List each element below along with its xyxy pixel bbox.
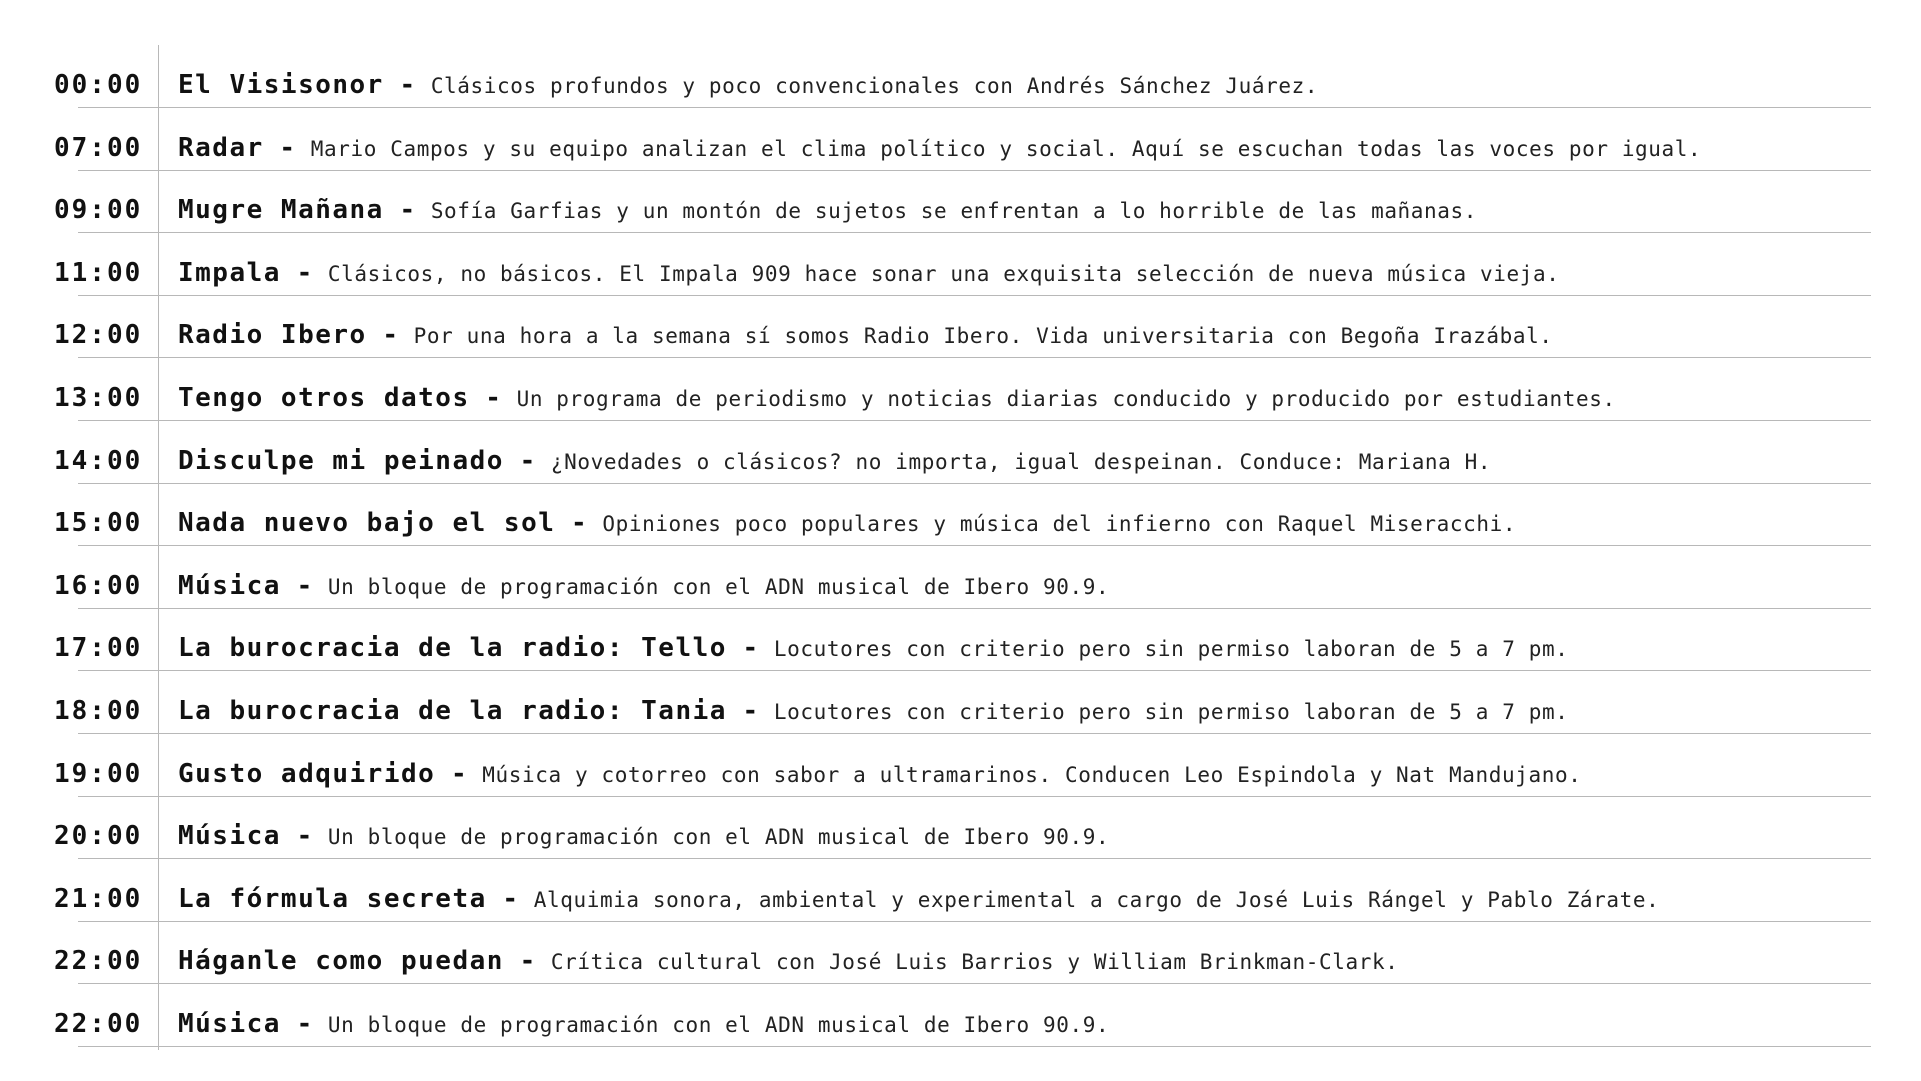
schedule-row xyxy=(0,234,1921,296)
program-entry xyxy=(178,320,1553,351)
schedule-row xyxy=(0,46,1921,108)
title-separator: - xyxy=(726,633,774,664)
title-separator: - xyxy=(280,257,328,288)
schedule-row xyxy=(0,735,1921,797)
program-description: Mario Campos y su equipo analizan el clima político y social. Aquí se escuchan todas las voces por igual. xyxy=(310,136,1702,161)
program-time: 00:00 xyxy=(54,70,143,100)
program-entry xyxy=(178,445,1492,476)
title-separator: - xyxy=(280,1009,328,1039)
program-description: Opiniones poco populares y música del infierno con Raquel Miseracchi. xyxy=(602,512,1517,537)
program-time: 20:00 xyxy=(54,821,143,852)
program-time: 07:00 xyxy=(54,132,143,163)
schedule-row xyxy=(0,171,1921,233)
program-time: 22:00 xyxy=(54,946,143,977)
program-description: Un bloque de programación con el ADN musical de Ibero 90.9. xyxy=(327,825,1110,850)
program-entry xyxy=(178,883,1660,914)
title-separator: - xyxy=(280,821,328,852)
program-description: Un bloque de programación con el ADN musical de Ibero 90.9. xyxy=(327,1013,1110,1037)
program-title: Música xyxy=(178,1009,281,1039)
title-separator: - xyxy=(503,946,551,977)
schedule-row xyxy=(0,296,1921,358)
program-description: Locutores con criterio pero sin permiso laboran de 5 a 7 pm. xyxy=(773,637,1569,662)
schedule-row xyxy=(0,422,1921,484)
program-time: 14:00 xyxy=(54,445,143,476)
program-title: La burocracia de la radio: Tania xyxy=(178,696,727,726)
program-entry xyxy=(178,132,1702,163)
program-title: Tengo otros datos xyxy=(178,383,470,413)
title-separator: - xyxy=(726,696,774,726)
schedule-row xyxy=(0,359,1921,421)
program-entry xyxy=(178,195,1478,226)
schedule-row xyxy=(0,985,1921,1047)
schedule-row xyxy=(0,109,1921,171)
schedule-row xyxy=(0,672,1921,734)
program-entry xyxy=(178,946,1399,977)
schedule-row xyxy=(0,922,1921,984)
title-separator: - xyxy=(383,195,431,226)
program-time: 13:00 xyxy=(54,383,143,413)
program-time: 18:00 xyxy=(54,696,143,726)
program-description: Un bloque de programación con el ADN musical de Ibero 90.9. xyxy=(327,574,1110,599)
program-title: Música xyxy=(178,821,281,852)
program-time: 22:00 xyxy=(54,1009,143,1039)
program-time: 17:00 xyxy=(54,633,143,664)
program-entry xyxy=(178,257,1560,288)
program-description: Clásicos profundos y poco convencionales con Andrés Sánchez Juárez. xyxy=(430,74,1319,98)
row-divider xyxy=(78,1046,1871,1047)
program-title: Nada nuevo bajo el sol xyxy=(178,508,556,539)
program-description: Alquimia sonora, ambiental y experimental a cargo de José Luis Rángel y Pablo Zárate. xyxy=(533,887,1660,912)
program-entry xyxy=(178,570,1110,601)
program-description: Clásicos, no básicos. El Impala 909 hace sonar una exquisita selección de nueva música vieja. xyxy=(327,261,1560,286)
program-description: ¿Novedades o clásicos? no importa, igual despeinan. Conduce: Mariana H. xyxy=(550,449,1492,474)
program-time: 15:00 xyxy=(54,508,143,539)
program-title: La fórmula secreta xyxy=(178,883,487,914)
program-entry xyxy=(178,758,1582,789)
schedule-row xyxy=(0,797,1921,859)
title-separator: - xyxy=(280,570,328,601)
program-title: Música xyxy=(178,570,281,601)
program-description: Locutores con criterio pero sin permiso laboran de 5 a 7 pm. xyxy=(773,700,1569,724)
program-title: El Visisonor xyxy=(178,70,384,100)
program-entry xyxy=(178,821,1110,852)
program-entry xyxy=(178,698,1568,724)
program-entry xyxy=(178,508,1517,539)
schedule-row xyxy=(0,860,1921,922)
program-time: 16:00 xyxy=(54,570,143,601)
title-separator: - xyxy=(366,320,414,351)
program-description: Música y cotorreo con sabor a ultramarinos. Conducen Leo Espindola y Nat Mandujano. xyxy=(482,762,1582,787)
program-description: Sofía Garfias y un montón de sujetos se enfrentan a lo horrible de las mañanas. xyxy=(430,199,1478,224)
program-time: 21:00 xyxy=(54,883,143,914)
program-entry xyxy=(178,1011,1109,1037)
title-separator: - xyxy=(469,383,517,413)
title-separator: - xyxy=(383,70,431,100)
program-time: 12:00 xyxy=(54,320,143,351)
program-description: Por una hora a la semana sí somos Radio Ibero. Vida universitaria con Begoña Irazábal. xyxy=(413,324,1553,349)
schedule-row xyxy=(0,609,1921,671)
title-separator: - xyxy=(555,508,603,539)
program-entry xyxy=(178,72,1318,98)
program-entry xyxy=(178,633,1569,664)
program-title: Radar xyxy=(178,132,264,163)
program-entry xyxy=(178,385,1616,411)
program-title: Mugre Mañana xyxy=(178,195,384,226)
program-description: Crítica cultural con José Luis Barrios y William Brinkman-Clark. xyxy=(550,950,1399,975)
program-time: 11:00 xyxy=(54,257,143,288)
program-time: 19:00 xyxy=(54,758,143,789)
program-title: Gusto adquirido xyxy=(178,758,436,789)
program-title: Disculpe mi peinado xyxy=(178,445,504,476)
title-separator: - xyxy=(503,445,551,476)
program-description: Un programa de periodismo y noticias diarias conducido y producido por estudiantes. xyxy=(516,387,1616,411)
program-time: 09:00 xyxy=(54,195,143,226)
title-separator: - xyxy=(486,883,534,914)
schedule-row xyxy=(0,547,1921,609)
program-title: La burocracia de la radio: Tello xyxy=(178,633,727,664)
schedule-row xyxy=(0,484,1921,546)
program-title: Háganle como puedan xyxy=(178,946,504,977)
title-separator: - xyxy=(435,758,483,789)
program-title: Radio Ibero xyxy=(178,320,367,351)
program-title: Impala xyxy=(178,257,281,288)
title-separator: - xyxy=(263,132,311,163)
